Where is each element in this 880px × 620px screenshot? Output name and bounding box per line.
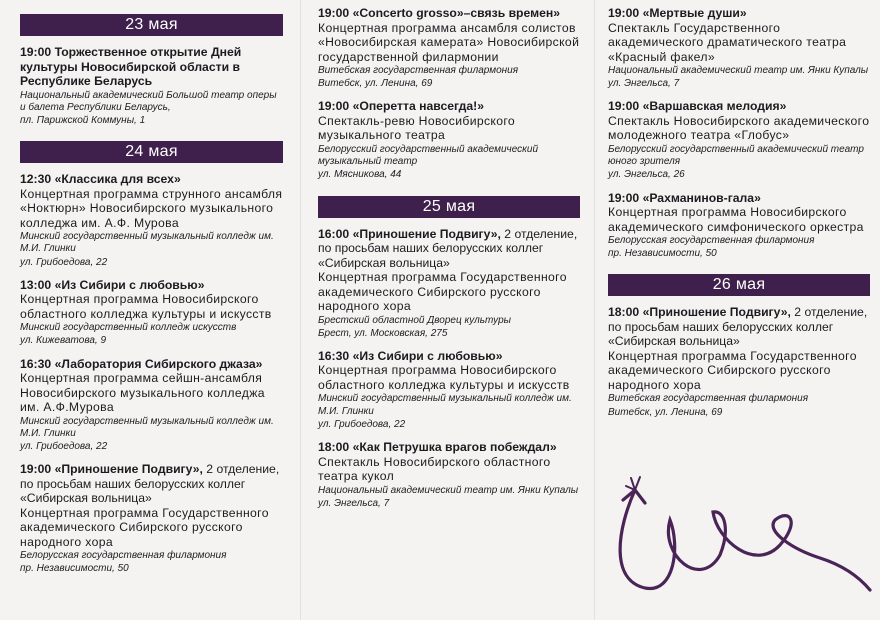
event-time: 16:30 — [318, 348, 350, 363]
day-header: 23 мая — [20, 14, 283, 36]
event-venue: Белорусская государственная филармония — [608, 235, 815, 247]
event-heading — [608, 6, 870, 21]
event-heading — [318, 6, 580, 21]
event-description: Концертная программа Новосибирского областного колледжа культуры и искусств — [318, 363, 570, 392]
event-venue: ул. Энгельса, 7 — [608, 78, 680, 90]
event-item — [20, 462, 283, 575]
event-item — [318, 349, 580, 431]
event-time: 19:00 — [608, 99, 640, 114]
event-time: 13:00 — [20, 277, 52, 292]
fold-line-right — [594, 0, 595, 620]
event-item — [20, 172, 283, 269]
event-venue: ул. Кижеватова, 9 — [20, 335, 107, 347]
event-item — [318, 227, 580, 340]
event-title: «Приношение Подвигу», — [642, 305, 791, 320]
event-venue: Витебск, ул. Ленина, 69 — [608, 406, 723, 418]
event-title: «Лаборатория Сибирского джаза» — [54, 356, 263, 371]
event-venue: ул. Грибоедова, 22 — [20, 256, 108, 268]
day-header: 24 мая — [20, 141, 283, 163]
event-title: «Варшавская мелодия» — [642, 99, 787, 114]
event-venue: Минский государственный музыкальный колледж им. М.И. Глинки — [20, 415, 274, 439]
event-venue: Брест, ул. Московская, 275 — [318, 327, 448, 339]
event-venue: Минский государственный колледж искусств — [20, 322, 237, 334]
event-item — [318, 99, 580, 181]
event-heading — [608, 99, 870, 114]
event-title: «Приношение Подвигу», — [54, 462, 203, 477]
event-note: 2 отделение, по просьбам наших белорусских коллег «Сибирская вольница» — [20, 462, 280, 506]
event-item — [20, 45, 283, 127]
event-description: Концертная программа Государственного академического Сибирского русского народного хора — [20, 505, 269, 549]
event-time: 18:00 — [608, 305, 640, 320]
schedule-column — [20, 14, 283, 576]
event-venue: Витебская государственная филармония — [318, 65, 519, 76]
event-heading — [318, 440, 580, 455]
event-venue: Витебская государственная филармония — [608, 393, 809, 405]
event-venue: Национальный академический театр им. Янки Купалы — [608, 65, 869, 76]
event-item — [608, 305, 870, 418]
event-venue: пр. Независимости, 50 — [608, 248, 717, 260]
event-heading — [20, 462, 283, 506]
event-title: «Оперетта навсегда!» — [352, 99, 484, 114]
event-venue: Минский государственный музыкальный колледж им. М.И. Глинки — [20, 231, 274, 255]
event-title: Торжественное открытие Дней культуры Новосибирской области в Республике Беларусь — [20, 45, 242, 88]
event-description: Спектакль Государственного академического драматического театра «Красный факел» — [608, 20, 847, 64]
event-time: 19:00 — [318, 6, 350, 20]
day-header: 26 мая — [608, 274, 870, 296]
event-venue: ул. Энгельса, 26 — [608, 169, 685, 181]
event-description: Концертная программа ансамбля солистов «Новосибирская камерата» Новосибирской государственной филармонии — [318, 20, 580, 64]
event-description: Концертная программа Государственного академического Сибирского русского народного хора — [608, 348, 857, 392]
event-item — [608, 6, 870, 90]
event-heading — [20, 278, 283, 293]
event-description: Спектакль-ревю Новосибирского музыкального театра — [318, 113, 516, 143]
event-heading — [608, 305, 870, 349]
event-time: 16:30 — [20, 356, 52, 371]
event-venue: Белорусская государственная филармония — [20, 550, 227, 562]
event-heading — [20, 45, 283, 89]
event-item — [20, 357, 283, 454]
event-time: 18:00 — [318, 440, 350, 455]
event-description: Спектакль Новосибирского академического молодежного театра «Глобус» — [608, 113, 870, 143]
event-item — [608, 99, 870, 181]
event-heading — [318, 349, 580, 364]
event-description: Концертная программа струнного ансамбля «Ноктюрн» Новосибирского музыкального колледжа им. А.Ф. Мурова — [20, 186, 283, 230]
swirl-arrow-icon — [605, 460, 875, 620]
event-venue: Белорусский государственный академический театр юного зрителя — [608, 143, 864, 168]
event-description: Концертная программа Новосибирского областного колледжа культуры и искусств — [20, 292, 272, 321]
schedule-column — [608, 6, 870, 419]
event-time: 19:00 — [20, 462, 52, 477]
day-header: 25 мая — [318, 196, 580, 218]
event-title: «Рахманинов-гала» — [642, 190, 761, 205]
event-heading — [20, 172, 283, 187]
event-item — [318, 6, 580, 90]
event-venue: Брестский областной Дворец культуры — [318, 314, 512, 326]
event-item — [608, 191, 870, 261]
event-time: 12:30 — [20, 172, 52, 187]
event-venue: Минский государственный музыкальный колледж им. М.И. Глинки — [318, 393, 572, 417]
event-heading — [318, 227, 580, 271]
event-venue: пр. Независимости, 50 — [20, 563, 129, 575]
event-description: Спектакль Новосибирского областного театра кукол — [318, 454, 551, 484]
event-venue: Национальный академический театр им. Янки Купалы — [318, 484, 579, 496]
event-venue: Белорусский государственный академический музыкальный театр — [318, 143, 539, 168]
event-description: Концертная программа Государственного академического Сибирского русского народного хора — [318, 270, 567, 314]
event-venue: Витебск, ул. Ленина, 69 — [318, 78, 433, 90]
event-note: 2 отделение, по просьбам наших белорусских коллег «Сибирская вольница» — [608, 305, 868, 349]
event-time: 19:00 — [608, 6, 640, 20]
schedule-column — [318, 6, 580, 510]
event-item — [20, 278, 283, 348]
event-heading — [20, 357, 283, 372]
event-venue: ул. Мясникова, 44 — [318, 169, 402, 181]
event-description: Концертная программа Новосибирского академического симфонического оркестра — [608, 205, 864, 234]
event-title: «Мертвые души» — [642, 6, 747, 20]
event-venue: пл. Парижской Коммуны, 1 — [20, 114, 146, 126]
event-title: «Как Петрушка врагов побеждал» — [352, 440, 557, 455]
event-time: 19:00 — [318, 99, 350, 114]
event-time: 19:00 — [20, 45, 52, 59]
fold-line-left — [300, 0, 301, 620]
event-venue: ул. Грибоедова, 22 — [318, 418, 406, 430]
event-title: «Классика для всех» — [54, 172, 181, 187]
event-description: Концертная программа сейшн-ансамбля Новосибирского музыкального колледжа им. А.Ф.Мурова — [20, 371, 265, 415]
event-note: 2 отделение, по просьбам наших белорусских коллег «Сибирская вольница» — [318, 226, 578, 270]
event-venue: ул. Энгельса, 7 — [318, 497, 390, 509]
event-title: «Приношение Подвигу», — [352, 226, 501, 241]
event-title: «Из Сибири с любовью» — [54, 277, 205, 292]
event-venue: Национальный академический Большой театр оперы и балета Республики Беларусь, — [20, 89, 277, 113]
event-heading — [318, 99, 580, 114]
event-time: 19:00 — [608, 190, 640, 205]
event-title: «Из Сибири с любовью» — [352, 348, 503, 363]
event-venue: ул. Грибоедова, 22 — [20, 441, 108, 453]
event-time: 16:00 — [318, 226, 350, 241]
event-item — [318, 440, 580, 510]
event-title: «Concerto grosso»–связь времен» — [352, 6, 561, 20]
event-heading — [608, 191, 870, 206]
